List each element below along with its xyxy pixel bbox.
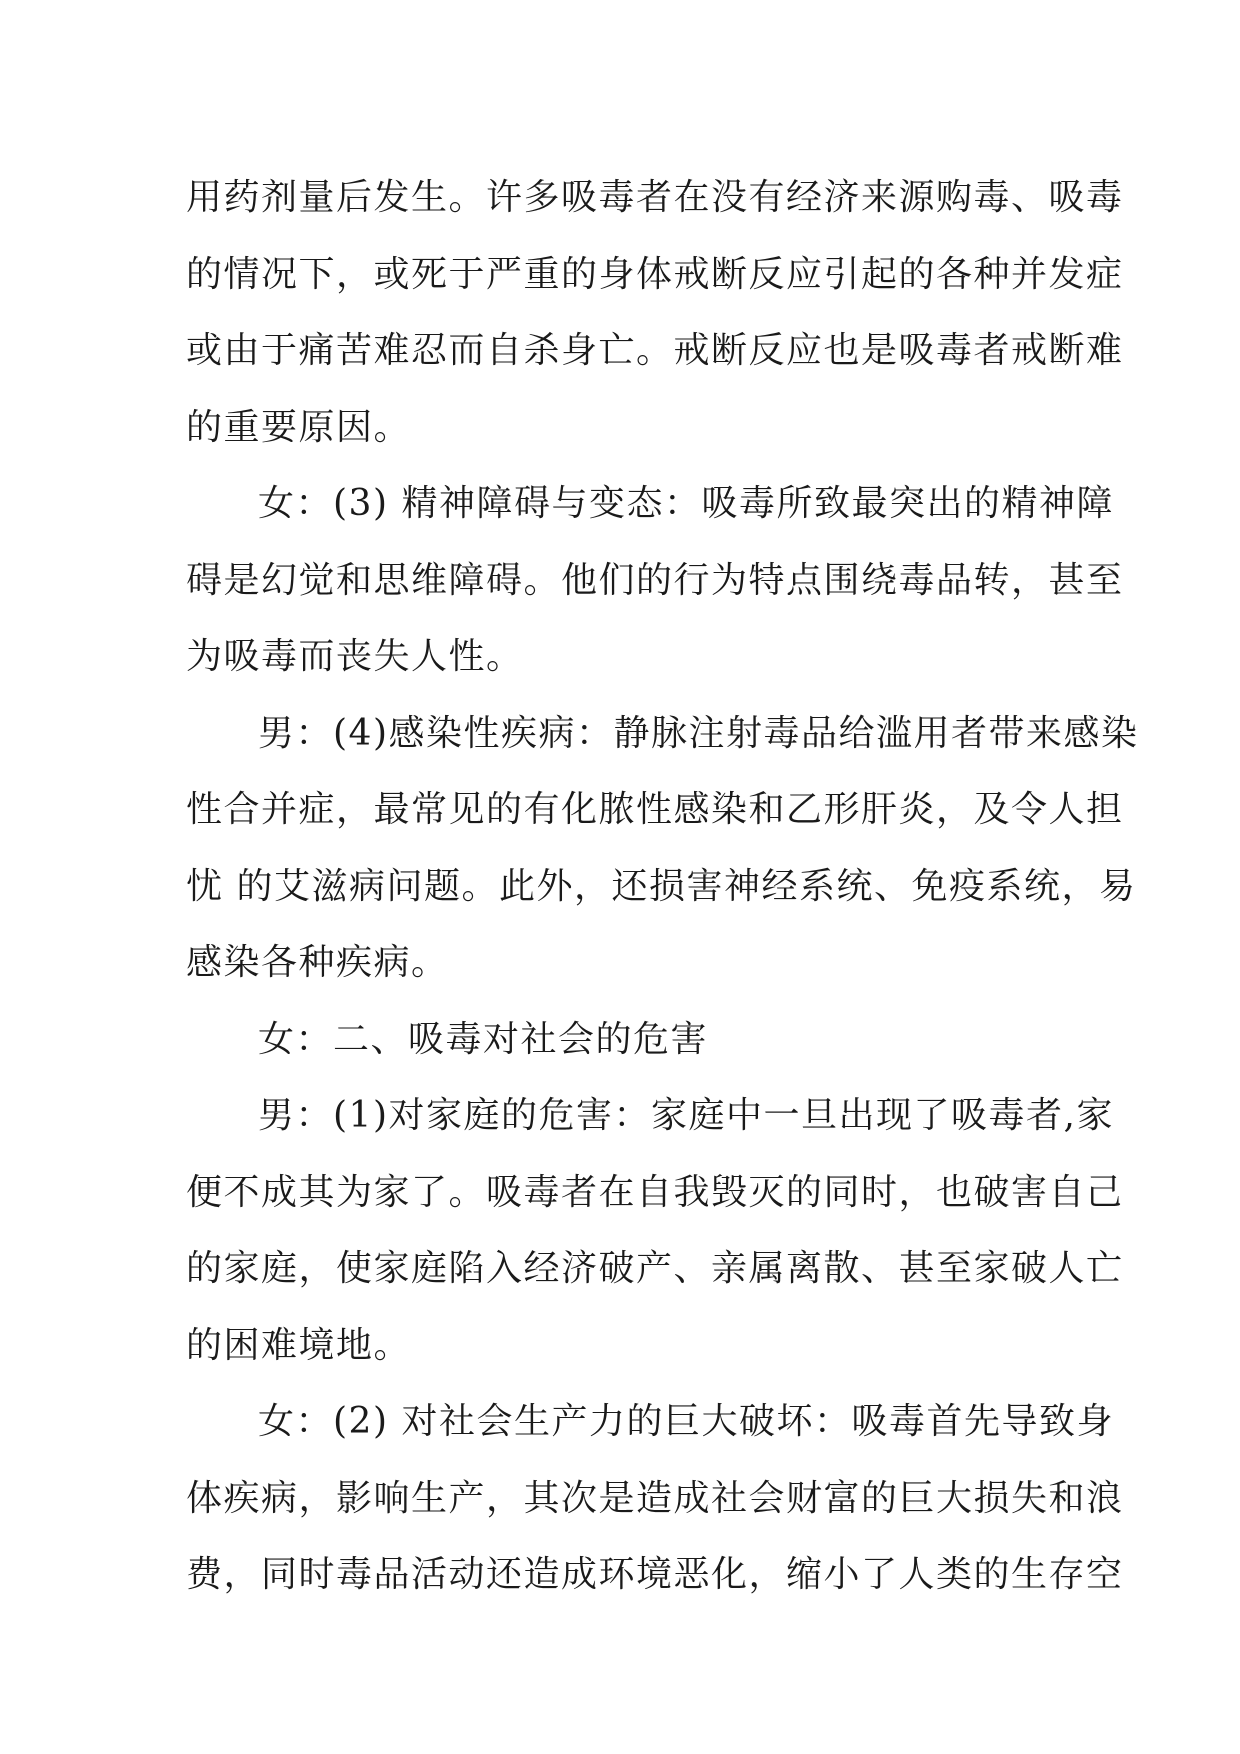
text-line: 为吸毒而丧失人性。	[186, 636, 524, 677]
section-heading-line: 女：二、吸毒对社会的危害	[258, 1018, 709, 1060]
text-line: 的情况下，或死于严重的身体戒断反应引起的各种并发症	[186, 253, 1124, 295]
text-line: 或由于痛苦难忍而自杀身亡。戒断反应也是吸毒者戒断难	[186, 330, 1124, 371]
text-line: 用药剂量后发生。许多吸毒者在没有经济来源购毒、吸毒	[186, 177, 1124, 218]
text-line: 的重要原因。	[186, 406, 412, 448]
paragraph-start-line: 男：(4)感染性疾病：静脉注射毒品给滥用者带来感染	[258, 712, 1139, 754]
text-line: 性合并症，最常见的有化脓性感染和乙形肝炎，及令人担	[186, 789, 1124, 830]
body-text	[186, 160, 1139, 1614]
text-line: 便不成其为家了。吸毒者在自我毁灭的同时，也破害自己	[186, 1171, 1124, 1213]
text-line: 感染各种疾病。	[186, 942, 449, 983]
text-line: 体疾病，影响生产，其次是造成社会财富的巨大损失和浪	[186, 1477, 1124, 1519]
text-line: 的困难境地。	[186, 1324, 412, 1366]
paragraph-start-line: 女：(2) 对社会生产力的巨大破坏：吸毒首先导致身	[258, 1401, 1114, 1442]
text-line: 费，同时毒品活动还造成环境恶化，缩小了人类的生存空	[186, 1554, 1124, 1595]
paragraph-start-line: 男：(1)对家庭的危害：家庭中一旦出现了吸毒者,家	[258, 1095, 1114, 1136]
text-line: 忧 的艾滋病问题。此外，还损害神经系统、免疫系统，易	[186, 865, 1137, 907]
paragraph-start-line: 女：(3) 精神障碍与变态：吸毒所致最突出的精神障	[258, 483, 1114, 524]
text-line: 碍是幻觉和思维障碍。他们的行为特点围绕毒品转，甚至	[186, 559, 1124, 601]
text-line: 的家庭，使家庭陷入经济破产、亲属离散、甚至家破人亡	[186, 1248, 1124, 1289]
